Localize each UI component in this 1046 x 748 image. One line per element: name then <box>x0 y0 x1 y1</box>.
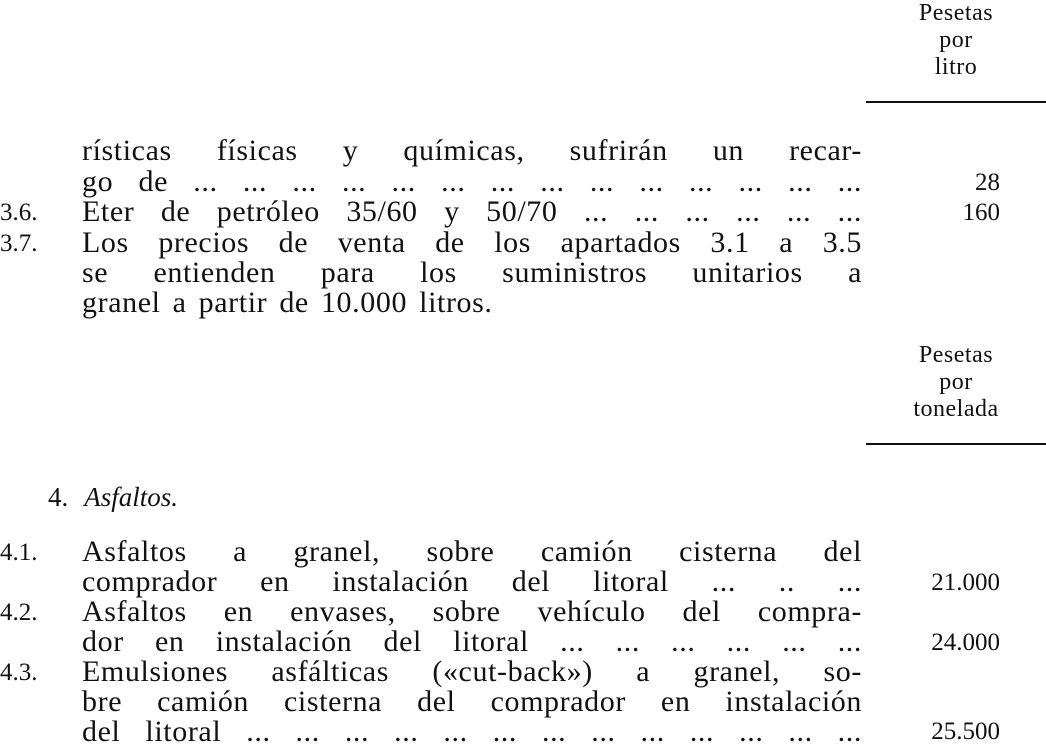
section-number: 4. <box>48 482 69 512</box>
column-rule <box>866 443 1046 445</box>
continuation-line: rísticas físicas y químicas, sufrirán un recar- <box>82 134 862 167</box>
item-text: se entienden para los suministros unitarios a <box>82 256 862 289</box>
item-text: granel a partir de 10.000 litros. <box>82 286 493 319</box>
item-number: 4.2. <box>0 599 38 626</box>
unit-header-line: tonelada <box>913 396 999 422</box>
item-text: comprador en instalación del litoral ... .. ... <box>82 565 862 598</box>
item-text: Los precios de venta de los apartados 3.1 a 3.5 <box>82 226 862 259</box>
price-value: 25.500 <box>931 718 1000 745</box>
item-number: 4.1. <box>0 539 38 566</box>
column-rule <box>866 101 1046 103</box>
price-value: 24.000 <box>931 629 1000 656</box>
item-text: Asfaltos a granel, sobre camión cisterna del <box>82 535 862 568</box>
unit-header-tonelada <box>876 342 1036 423</box>
section-title: Asfaltos. <box>84 482 179 512</box>
unit-header-line: por <box>939 369 973 395</box>
price-value: 160 <box>962 199 1000 226</box>
unit-header-line: Pesetas <box>918 0 994 26</box>
item-text: dor en instalación del litoral ... ... ... ... ... ... <box>82 625 862 658</box>
item-number: 4.3. <box>0 659 38 686</box>
item-number: 3.7. <box>0 230 38 257</box>
item-text: del litoral ... ... ... ... ... ... ... ... ... ... ... ... ... <box>82 715 862 748</box>
item-text: Emulsiones asfálticas («cut-back») a granel, so- <box>82 655 862 688</box>
unit-header-line: Pesetas <box>918 342 994 368</box>
item-number: 3.6. <box>0 199 38 226</box>
continuation-line: go de ... ... ... ... ... ... ... ... ... ... ... ... ... ... <box>82 165 862 198</box>
section-heading <box>48 482 178 512</box>
unit-header-line: por <box>939 27 973 53</box>
item-text: bre camión cisterna del comprador en instalación <box>82 685 862 718</box>
price-value: 28 <box>975 169 1000 196</box>
price-value: 21.000 <box>931 569 1000 596</box>
item-text: Eter de petróleo 35/60 y 50/70 ... ... ... ... ... ... <box>82 195 862 228</box>
item-text: Asfaltos en envases, sobre vehículo del compra- <box>82 595 862 628</box>
unit-header-line: litro <box>934 54 978 80</box>
unit-header-litro <box>876 0 1036 81</box>
